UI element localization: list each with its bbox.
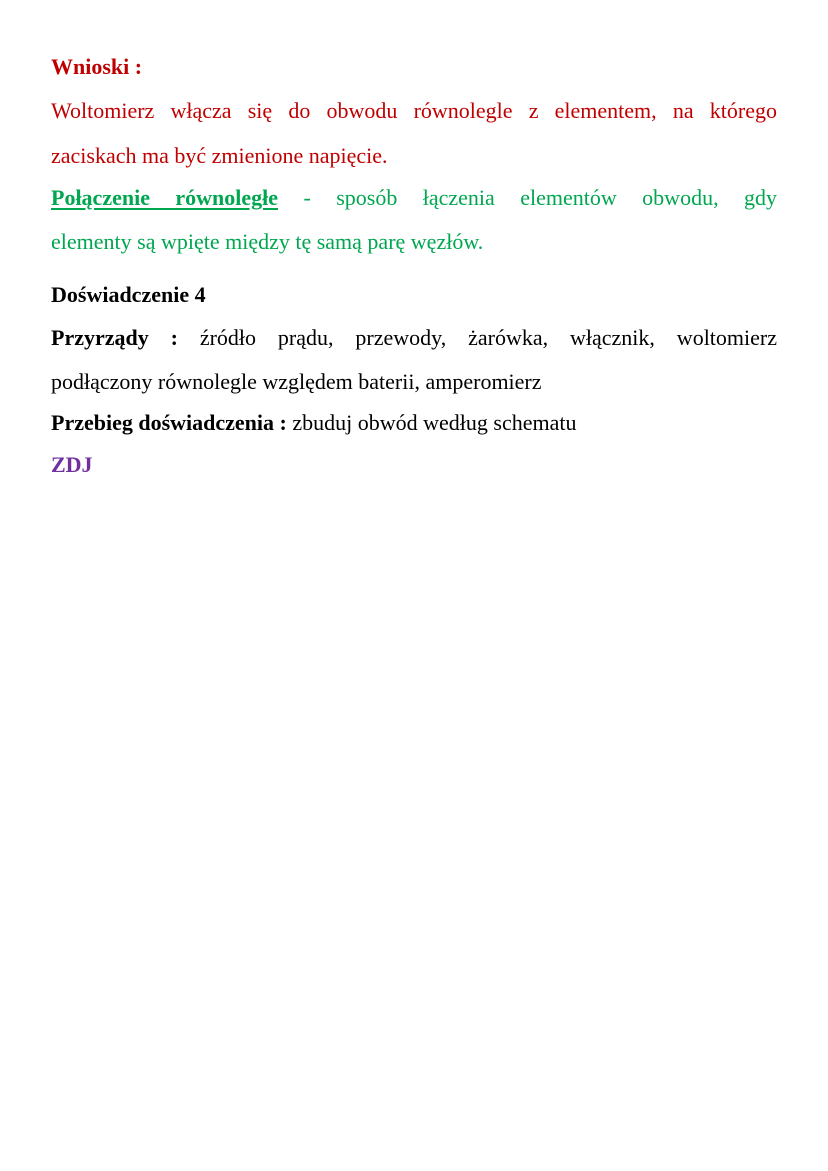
procedure-text: zbuduj obwód według schematu xyxy=(286,410,577,435)
conclusions-text-line-2: zaciskach ma być zmienione napięcie. xyxy=(51,143,388,168)
conclusions-text-line-1: Woltomierz włącza się do obwodu równolegle z elementem, na którego xyxy=(51,98,777,123)
photo-placeholder-label: ZDJ xyxy=(51,452,93,477)
experiment-heading: Doświadczenie 4 xyxy=(51,282,206,307)
instruments-line-1 xyxy=(51,326,777,349)
definition-line-2: elementy są wpięte między tę samą parę węzłów. xyxy=(51,229,484,254)
definition-term: Połączenie równoległe xyxy=(51,185,279,210)
definition-line-1 xyxy=(51,186,777,209)
instruments-line-2: podłączony równolegle względem baterii, amperomierz xyxy=(51,369,542,394)
definition-text-rest: - sposób łączenia elementów obwodu, gdy xyxy=(278,185,777,210)
instruments-list: źródło prądu, przewody, żarówka, włącznik, woltomierz xyxy=(177,325,777,350)
conclusions-heading: Wnioski : xyxy=(51,54,143,79)
procedure-line xyxy=(51,411,576,434)
instruments-label: Przyrządy : xyxy=(51,325,178,350)
procedure-label: Przebieg doświadczenia : xyxy=(51,410,287,435)
